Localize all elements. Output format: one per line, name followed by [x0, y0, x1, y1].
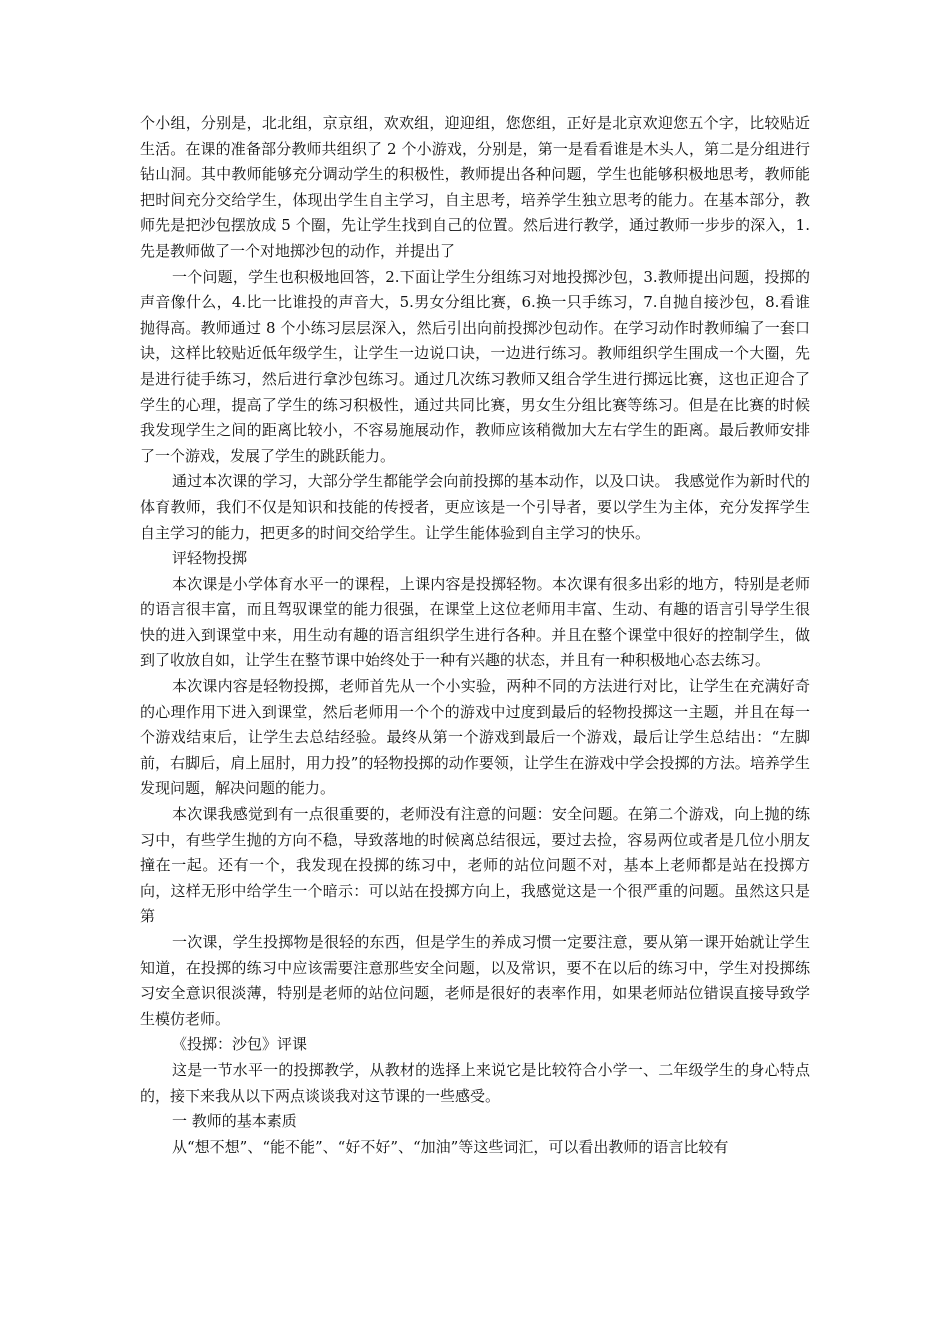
paragraph-1: 个小组，分别是，北北组，京京组，欢欢组，迎迎组，您您组，正好是北京欢迎您五个字，比较贴近生活。在课的准备部分教师共组织了 2 个小游戏，分别是，第一是看看谁是木头人，第二是分组进行钻山洞。其中教师能够充分调动学生的积极性，教师提出各种问题，学生也能够积极地思考，教师能把时间充分交给学生，体现出学生自主学习，自主思考，培养学生独立思考的能力。在基本部分，教师先是把沙包摆放成 5 个圈，先让学生找到自己的位置。然后进行教学，通过教师一步步的深入，1.先是教师做了一个对地掷沙包的动作，并提出了 — [140, 114, 810, 260]
paragraph-7: 本次课我感觉到有一点很重要的，老师没有注意的问题：安全问题。在第二个游戏，向上抛的练习中，有些学生抛的方向不稳，导致落地的时候离总结很远，要过去捡，容易两位或者是几位小朋友撞在一起。还有一个，我发现在投掷的练习中，老师的站位问题不对，基本上老师都是站在投掷方向，这样无形中给学生一个暗示：可以站在投掷方向上，我感觉这是一个很严重的问题。虽然这只是第 — [140, 805, 810, 926]
paragraph-6: 本次课内容是轻物投掷，老师首先从一个小实验，两种不同的方法进行对比，让学生在充满好奇的心理作用下进入到课堂，然后老师用一个个的游戏中过度到最后的轻物投掷这一主题，并且在每一个游戏结束后，让学生去总结经验。最终从第一个游戏到最后一个游戏，最后让学生总结出：“左脚前，右脚后，肩上屈肘，用力投”的轻物投掷的动作要领，让学生在游戏中学会投掷的方法。培养学生发现问题，解决问题的能力。 — [140, 677, 810, 798]
paragraph-12: 从“想不想”、“能不能”、“好不好”、“加油”等这些词汇，可以看出教师的语言比较有 — [172, 1137, 729, 1156]
paragraph-5: 本次课是小学体育水平一的课程，上课内容是投掷轻物。本次课有很多出彩的地方，特别是老师的语言很丰富，而且驾驭课堂的能力很强，在课堂上这位老师用丰富、生动、有趣的语言引导学生很快的进入到课堂中来，用生动有趣的语言组织学生进行各种。并且在整个课堂中很好的控制学生，做到了收放自如，让学生在整节课中始终处于一种有兴趣的状态，并且有一种积极地心态去练习。 — [140, 574, 810, 670]
paragraph-3: 通过本次课的学习，大部分学生都能学会向前投掷的基本动作，以及口诀。 我感觉作为新时代的体育教师，我们不仅是知识和技能的传授者，更应该是一个引导者，要以学生为主体，充分发挥学生自主学习的能力，把更多的时间交给学生。让学生能体验到自主学习的快乐。 — [140, 472, 810, 542]
paragraph-10: 这是一节水平一的投掷教学，从教材的选择上来说它是比较符合小学一、二年级学生的身心特点的，接下来我从以下两点谈谈我对这节课的一些感受。 — [140, 1060, 810, 1105]
document-page — [140, 111, 810, 1160]
section-heading-teacher-quality: 一 教师的基本素质 — [172, 1112, 297, 1131]
section-heading-sandbag-review: 《投掷：沙包》评课 — [172, 1035, 308, 1054]
section-heading-light-object-throw: 评轻物投掷 — [172, 549, 248, 568]
paragraph-8: 一次课，学生投掷物是很轻的东西，但是学生的养成习惯一定要注意，要从第一课开始就让学生知道，在投掷的练习中应该需要注意那些安全问题，以及常识，要不在以后的练习中，学生对投掷练习安全意识很淡薄，特别是老师的站位问题，老师是很好的表率作用，如果老师站位错误直接导致学生模仿老师。 — [140, 933, 810, 1028]
paragraph-2: 一个问题，学生也积极地回答，2.下面让学生分组练习对地投掷沙包，3.教师提出问题，投掷的声音像什么，4.比一比谁投的声音大，5.男女分组比赛，6.换一只手练习，7.自抛自接沙包，8.看谁抛得高。教师通过 8 个小练习层层深入，然后引出向前投掷沙包动作。在学习动作时教师编了一套口诀，这样比较贴近低年级学生，让学生一边说口诀，一边进行练习。教师组织学生围成一个大圈，先是进行徒手练习，然后进行拿沙包练习。通过几次练习教师又组合学生进行掷远比赛，这也正迎合了学生的心理，提高了学生的练习积极性，通过共同比赛，男女生分组比赛等练习。但是在比赛的时候我发现学生之间的距离比较小，不容易施展动作，教师应该稍微加大左右学生的距离。最后教师安排了一个游戏，发展了学生的跳跃能力。 — [140, 267, 810, 465]
